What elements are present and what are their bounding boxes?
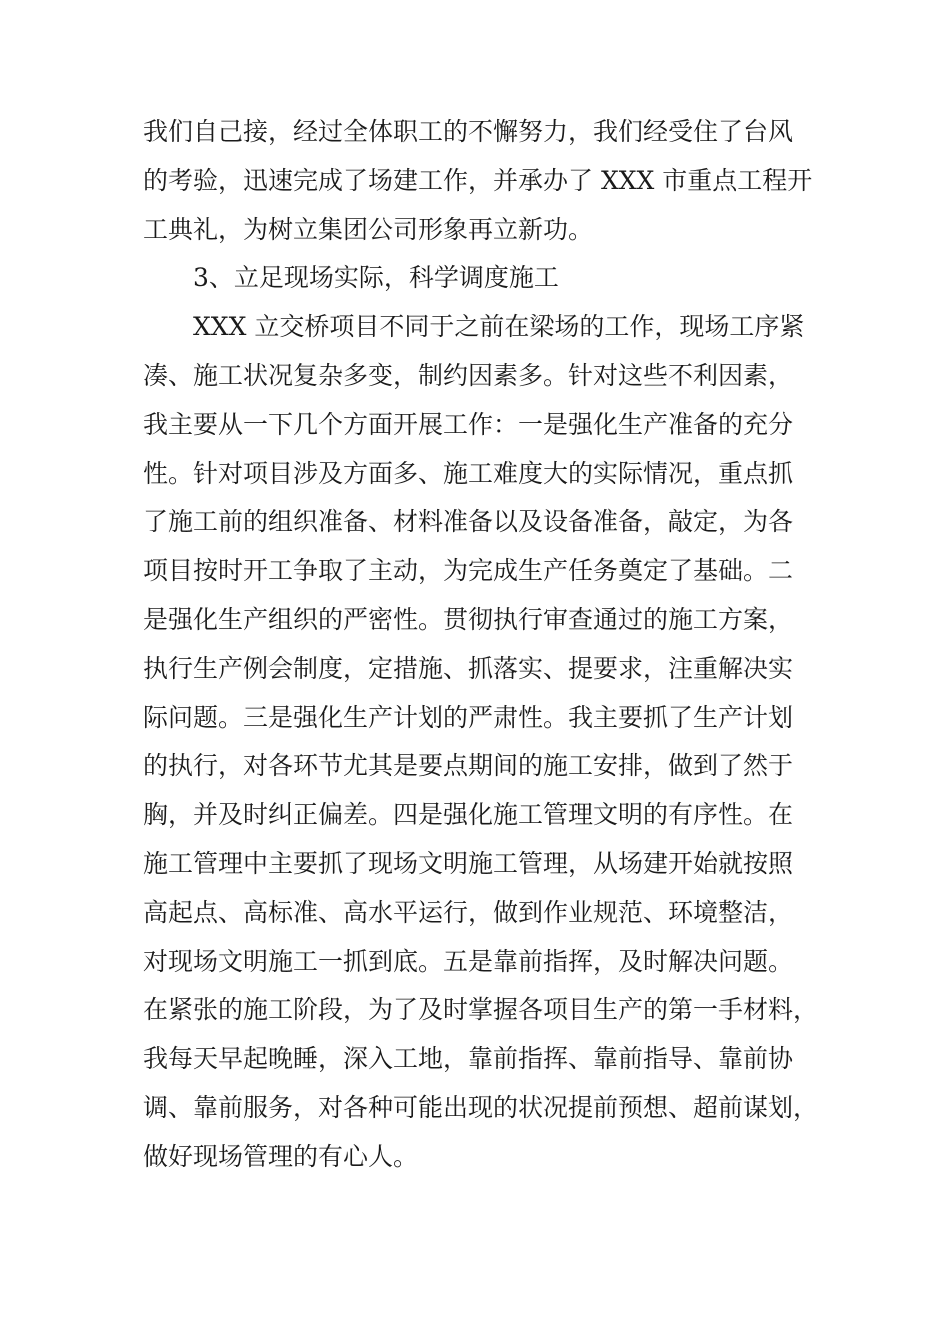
text-line: 对现场文明施工一抓到底。五是靠前指挥，及时解决问题。 [143, 946, 794, 976]
document-body [143, 108, 843, 1182]
text-line: 胸，并及时纠正偏差。四是强化施工管理文明的有序性。在 [143, 800, 794, 830]
text-line: 我每天早起晚睡，深入工地，靠前指挥、靠前指导、靠前协 [143, 1044, 794, 1074]
text-line: 的执行，对各环节尤其是要点期间的施工安排，做到了然于 [143, 751, 794, 781]
text-line: 际问题。三是强化生产计划的严肃性。我主要抓了生产计划 [143, 702, 794, 732]
text-line: 的考验，迅速完成了场建工作，并承办了 XXX 市重点工程开 [143, 165, 813, 195]
text-line: 在紧张的施工阶段，为了及时掌握各项目生产的第一手材料， [143, 995, 819, 1025]
text-line: 项目按时开工争取了主动，为完成生产任务奠定了基础。二 [143, 556, 794, 586]
text-line: 执行生产例会制度，定措施、抓落实、提要求，注重解决实 [143, 653, 794, 683]
text-line: 做好现场管理的有心人。 [143, 1141, 419, 1171]
text-line: 了施工前的组织准备、材料准备以及设备准备，敲定，为各 [143, 507, 794, 537]
text-line: 调、靠前服务，对各种可能出现的状况提前预想、超前谋划， [143, 1092, 819, 1122]
text-line: 性。针对项目涉及方面多、施工难度大的实际情况，重点抓 [143, 458, 794, 488]
text-line: 我们自己接，经过全体职工的不懈努力，我们经受住了台风 [143, 117, 794, 146]
text-line: 凑、施工状况复杂多变，制约因素多。针对这些不利因素， [143, 360, 794, 390]
text-line: 施工管理中主要抓了现场文明施工管理，从场建开始就按照 [143, 848, 794, 878]
text-line: 高起点、高标准、高水平运行，做到作业规范、环境整洁， [143, 897, 794, 927]
text-line: 是强化生产组织的严密性。贯彻执行审查通过的施工方案， [143, 604, 794, 634]
section-heading: 3、立足现场实际，科学调度施工 [193, 263, 559, 293]
text-line: 工典礼，为树立集团公司形象再立新功。 [143, 214, 594, 244]
text-line: XXX 立交桥项目不同于之前在梁场的工作，现场工序紧 [193, 312, 805, 342]
text-line: 我主要从一下几个方面开展工作：一是强化生产准备的充分 [143, 409, 794, 439]
